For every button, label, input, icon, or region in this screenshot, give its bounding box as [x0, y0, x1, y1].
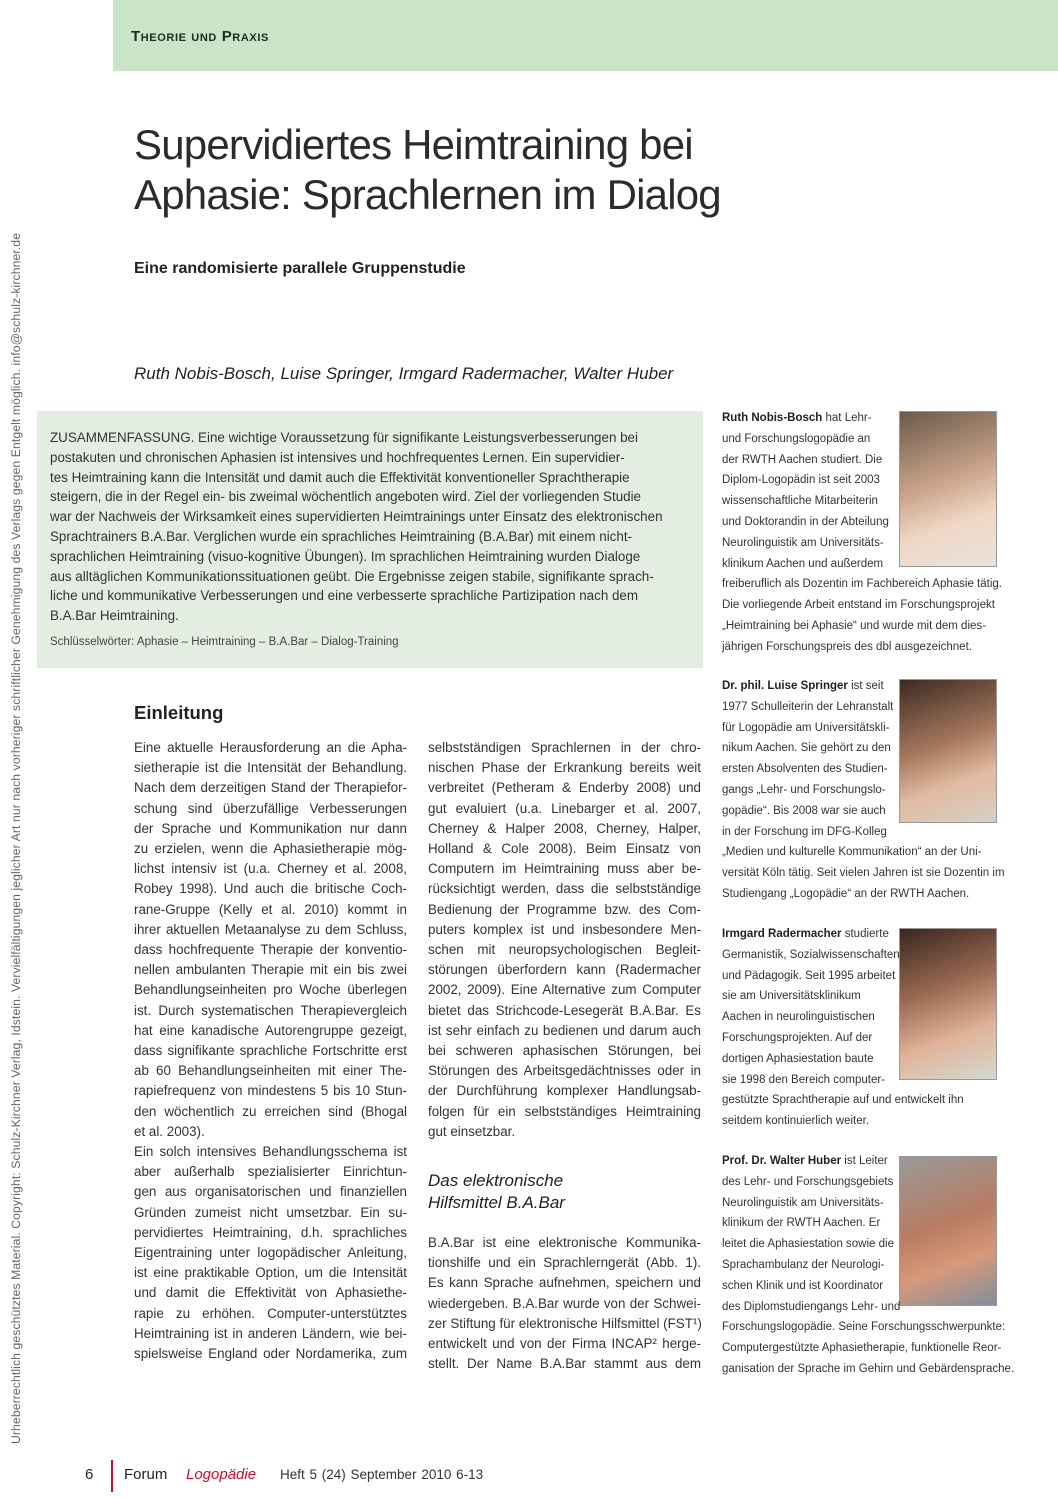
body-line: et al. 2003).	[134, 1123, 205, 1139]
body-line: Heimtraining ist in anderen Ländern, wie bei-	[134, 1325, 407, 1341]
body-line: stellt. Der Name B.A.Bar stammt aus dem	[428, 1356, 701, 1372]
body-line: ab 60 Behandlungseinheiten mit einer The-	[134, 1063, 407, 1079]
abstract-line: Sprachtrainers B.A.Bar. Verglichen wurde ein sprachliches Heimtraining (B.A.Bar) mit einem nicht-	[50, 528, 632, 544]
bio-author-name: Irmgard Radermacher	[722, 928, 842, 940]
body-line: Gründen zumeist nicht umsetzbar. Ein su-	[134, 1204, 407, 1220]
body-line: ist eine praktikable Option, um die Intensität	[134, 1265, 407, 1281]
body-line: verbreitet (Petheram & Enderby 2008) und	[428, 780, 701, 796]
bio-line: klinikum der RWTH Aachen. Er	[722, 1217, 881, 1230]
bio-line: Forschungslogopädie. Seine Forschungsschwerpunkte:	[722, 1321, 1006, 1334]
body-line: bietet das Strichcode-Lesegerät B.A.Bar. Es	[428, 1002, 701, 1018]
bio-line: und Forschungslogopädie an	[722, 432, 871, 445]
bio-line: Neurolinguistik am Universitäts-	[722, 1196, 884, 1209]
bio-line: Die vorliegende Arbeit entstand im Forschungsprojekt	[722, 599, 995, 612]
abstract-line: ZUSAMMENFASSUNG. Eine wichtige Voraussetzung für signifikante Leistungsverbesserungen bei	[50, 430, 638, 445]
body-line: ihrer aktuellen Metaanalyse zu dem Schluss,	[134, 921, 407, 937]
article-title-line-2: Aphasie: Sprachlernen im Dialog	[134, 171, 721, 218]
journal-logo-text: Logopädie	[186, 1466, 257, 1483]
body-column-2-bottom	[428, 1233, 701, 1374]
body-line: spielsweise England oder Nordamerika, zum	[134, 1346, 407, 1362]
body-line: der Sprache und Kommunikation nur dann	[134, 820, 407, 836]
article-title	[134, 120, 774, 220]
bio-line: Sprachambulanz der Neurologi-	[722, 1258, 885, 1271]
bio-text: ist Leiter	[841, 1155, 888, 1167]
body-line: rücksichtigt werden, dass die selbstständige	[428, 881, 701, 897]
bio-line: versität Köln tätig. Seit vielen Jahren ist sie Dozentin im	[722, 867, 1005, 880]
author-bio-springer	[722, 676, 1005, 905]
journal-name: Forum	[124, 1466, 168, 1483]
abstract-text	[50, 428, 690, 626]
bio-line	[722, 676, 1005, 697]
bio-line: der RWTH Aachen studiert. Die	[722, 453, 883, 466]
body-line: zer Stiftung für elektronische Hilfsmittel (FST¹)	[428, 1315, 702, 1331]
bio-line: Computergestützte Aphasietherapie, funktionelle Reor-	[722, 1342, 1002, 1355]
bio-line: 1977 Schulleiterin der Lehranstalt	[722, 700, 894, 713]
article-authors: Ruth Nobis-Bosch, Luise Springer, Irmgard Radermacher, Walter Huber	[134, 364, 674, 383]
body-column-1	[134, 738, 407, 1364]
bio-line: Aachen in neurolinguistischen	[722, 1011, 875, 1024]
body-line: ist sehr einfach zu bedienen und darum auch	[428, 1022, 701, 1038]
bio-text: ist seit	[847, 680, 884, 692]
bio-author-name: Dr. phil. Luise Springer	[722, 680, 848, 692]
body-line: ist. Durch systematischen Therapievergleich	[134, 1002, 407, 1018]
bio-line: klinikum Aachen und außerdem	[722, 557, 884, 570]
body-line: schung sind überzufällige Verbesserungen	[134, 800, 407, 816]
bio-line: Neurolinguistik am Universitäts-	[722, 536, 884, 549]
article-subtitle: Eine randomisierte parallele Gruppenstudie	[134, 260, 466, 277]
body-line: Eigentraining unter logopädischer Anleitung,	[134, 1245, 407, 1261]
bio-line: und Pädagogik. Seit 1995 arbeitet	[722, 969, 896, 982]
heading-babar	[428, 1170, 701, 1214]
body-line: rane-Gruppe (Kelly et al. 2010) kommt in	[134, 901, 407, 917]
bio-line: nikum Aachen. Sie gehört zu den	[722, 742, 891, 755]
body-line: gen aus organisatorischen und finanziellen	[134, 1184, 407, 1200]
copyright-notice: Urheberrechtlich geschütztes Material. Copyright: Schulz-Kirchner Verlag, Idstein. Vervielfältigungen jeglicher Art nur nach vorheriger schriftlicher Genehmigung des Verlags gegen Entgelt möglich. info@schulz-kirchner.de	[9, 232, 23, 1444]
body-line: Eine aktuelle Herausforderung an die Apha-	[134, 740, 407, 755]
heading-babar-line-1: Das elektronische	[428, 1171, 564, 1190]
body-line: schen mit neuropsychologischen Begleit-	[428, 942, 701, 958]
bio-line	[722, 1151, 1014, 1172]
body-line: tionshilfe und ein Sprachlerngerät (Abb. 1).	[428, 1255, 701, 1271]
bio-author-name: Prof. Dr. Walter Huber	[722, 1155, 842, 1167]
bio-author-name: Ruth Nobis-Bosch	[722, 412, 823, 424]
issue-info: Heft 5 (24) September 2010 6-13	[280, 1467, 484, 1482]
author-bio-huber	[722, 1151, 1014, 1380]
body-line: dass hochfrequente Therapie der konventio-	[134, 942, 407, 958]
body-line: Bedienung der Programme bzw. des Com-	[428, 901, 701, 917]
body-line: Computern im Heimtraining muss aber be-	[428, 861, 701, 877]
bio-line: Forschungsprojekten. Auf der	[722, 1031, 873, 1044]
body-line: puters komplex ist und insbesondere Men-	[428, 921, 701, 937]
bio-line: „Medien und kulturelle Kommunikation“ an der Uni-	[722, 846, 982, 859]
abstract-line: B.A.Bar Heimtraining.	[50, 608, 179, 624]
body-line: Cherney & Halper 2008, Cherney, Halper,	[428, 820, 701, 836]
body-line: zu erzielen, wenn die Aphasietherapie mög-	[134, 841, 407, 857]
bio-line: gangs „Lehr- und Forschungslo-	[722, 783, 886, 796]
body-column-2-top	[428, 738, 701, 1142]
bio-line: seitdem kontinuierlich weiter.	[722, 1115, 870, 1128]
body-line: selbstständigen Sprachlernen in der chro-	[428, 740, 701, 755]
bio-line	[722, 408, 1002, 429]
heading-einleitung: Einleitung	[134, 702, 224, 723]
bio-line: und Doktorandin in der Abteilung	[722, 515, 889, 528]
abstract-line: tes Heimtraining kann die Intensität und damit auch die Effektivität konventioneller Sprachtherapie	[50, 469, 630, 485]
author-bio-radermacher	[722, 924, 964, 1132]
abstract-line: war der Nachweis der Wirksamkeit eines supervidierten Heimtrainings unter Einsatz des elektronischen	[50, 509, 663, 525]
bio-line: sie 1998 den Bereich computer-	[722, 1073, 886, 1086]
abstract-line: aus alltäglichen Kommunikationssituationen geübt. Die Ergebnisse zeigen stabile, signifikante sprach-	[50, 568, 654, 584]
bio-line: „Heimtraining bei Aphasie“ und wurde mit dem dies-	[722, 619, 986, 632]
bio-line: des Diplomstudiengangs Lehr- und	[722, 1300, 901, 1313]
bio-line: gestützte Sprachtherapie auf und entwickelt ihn	[722, 1094, 964, 1107]
article-title-line-1: Supervidiertes Heimtraining bei	[134, 121, 693, 168]
body-line: folgen für ein selbstständiges Heimtraining	[428, 1103, 701, 1119]
abstract-line: sprachlichen Heimtraining (visuo-kognitive Übungen). Im sprachlichen Heimtraining wurden Dialoge	[50, 548, 641, 564]
abstract-line: liche und kommunikative Verbesserungen und eine verbesserte sprachliche Partizipation nach dem	[50, 588, 639, 604]
bio-line: sie am Universitätsklinikum	[722, 990, 861, 1003]
bio-line: Studiengang „Logopädie“ an der RWTH Aachen.	[722, 887, 970, 900]
body-line: Holland & Cole 2008). Beim Einsatz von	[428, 841, 701, 857]
abstract-keywords: Schlüsselwörter: Aphasie – Heimtraining – B.A.Bar – Dialog-Training	[50, 636, 399, 648]
bio-line: jährigen Forschungspreis des dbl ausgezeichnet.	[722, 640, 972, 653]
body-line: wiedergeben. B.A.Bar wurde von der Schwei-	[428, 1295, 701, 1311]
body-line: lichst intensiv ist (u.a. Cherney et al. 2008,	[134, 861, 407, 877]
bio-line: dortigen Aphasiestation baute	[722, 1052, 874, 1065]
body-line: Robey 1998). Und auch die britische Coch-	[134, 881, 407, 897]
heading-babar-line-2: Hilfsmittel B.A.Bar	[428, 1193, 565, 1212]
body-line: B.A.Bar ist eine elektronische Kommunika-	[428, 1235, 701, 1250]
body-line: entwickelt und von der Firma INCAP² herge-	[428, 1336, 701, 1352]
body-line: aber außerhalb spezialisierter Einrichtun-	[134, 1164, 407, 1180]
footer-divider	[111, 1460, 113, 1492]
body-line: Es kann Sprache aufnehmen, speichern und	[428, 1275, 701, 1291]
bio-line: ganisation der Sprache im Gehirn und Gebärdensprache.	[722, 1362, 1015, 1375]
page-number: 6	[85, 1466, 94, 1483]
body-line: den wöchentlich zu erreichen sind (Bhogal	[134, 1103, 407, 1119]
bio-line: Germanistik, Sozialwissenschaften	[722, 948, 900, 961]
abstract-line: postakuten und chronischen Aphasien ist intensives und hochfrequentes Lernen. Ein supervidier-	[50, 449, 625, 465]
bio-line: Diplom-Logopädin ist seit 2003	[722, 474, 880, 487]
body-line: gut evaluiert (u.a. Linebarger et al. 2007,	[428, 800, 701, 816]
bio-line	[722, 924, 964, 945]
bio-line: für Logopädie am Universitätskli-	[722, 721, 890, 734]
body-line: nischen Phase der Erkrankung bereits weit	[428, 760, 701, 776]
body-line: Nach dem derzeitigen Stand der Therapiefor-	[134, 780, 407, 796]
body-line: störungen überfordern kann (Radermacher	[428, 962, 701, 978]
bio-line: leitet die Aphasiestation sowie die	[722, 1238, 894, 1251]
bio-line: in der Forschung im DFG-Kolleg	[722, 825, 887, 838]
body-line: Behandlungseinheiten pro Woche überlegen	[134, 982, 407, 998]
body-line: bei schweren aphasischen Störungen, bei	[428, 1043, 701, 1059]
body-line: Störungen des Arbeitsgedächtnisses oder in	[428, 1063, 701, 1079]
bio-line: wissenschaftliche Mitarbeiterin	[722, 495, 878, 508]
bio-line: freiberuflich als Dozentin im Fachbereich Aphasie tätig.	[722, 578, 1002, 591]
bio-text: studierte	[841, 928, 889, 940]
body-line: gut einsetzbar.	[428, 1123, 516, 1139]
body-line: nellen ambulanten Therapie mit ein bis zwei	[134, 962, 407, 978]
body-line: sietherapie ist die Intensität der Behandlung.	[134, 760, 407, 776]
body-line: hat eine kanadische Autorengruppe gezeigt,	[134, 1022, 407, 1038]
bio-line: gopädie“. Bis 2008 war sie auch	[722, 804, 886, 817]
body-line: rapie zu erhöhen. Computer-unterstütztes	[134, 1305, 407, 1321]
body-line: und damit die Effektivität von Aphasiethe-	[134, 1285, 407, 1301]
body-line: der Durchführung komplexer Handlungsab-	[428, 1083, 701, 1099]
bio-line: ersten Absolventen des Studien-	[722, 763, 888, 776]
body-line: 2002, 2009). Eine Alternative zum Computer	[428, 982, 701, 998]
body-line: pervidiertes Heimtraining, d.h. sprachliches	[134, 1224, 407, 1240]
bio-text: hat Lehr-	[822, 412, 872, 424]
body-line: rapiefrequenz von mindestens 5 bis 10 Stun-	[134, 1083, 407, 1099]
author-bio-nobis-bosch	[722, 408, 1002, 658]
bio-line: schen Klinik und ist Koordinator	[722, 1279, 884, 1292]
body-line: Ein solch intensives Behandlungsschema ist	[134, 1144, 407, 1160]
section-label: Theorie und Praxis	[131, 28, 269, 45]
abstract-line: steigern, die in der Regel ein- bis zweimal wöchentlich angeboten wird. Ziel der vorliegenden Studie	[50, 489, 642, 505]
body-line: dass signifikante sprachliche Fortschritte erst	[134, 1043, 407, 1059]
bio-line: des Lehr- und Forschungsgebiets	[722, 1175, 894, 1188]
